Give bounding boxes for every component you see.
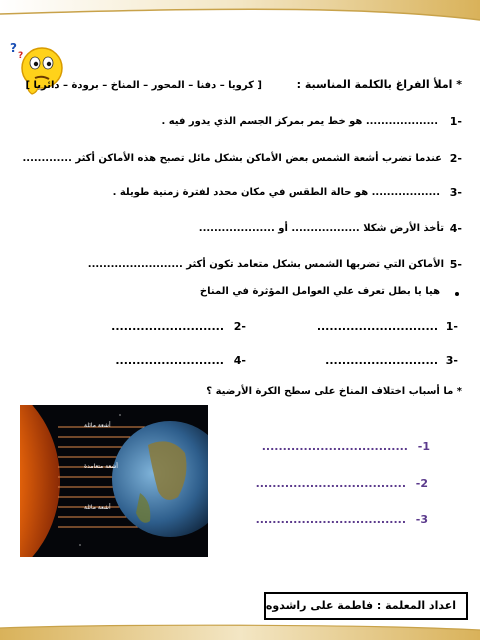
factor-1-number: 1- — [445, 320, 458, 333]
item-4-text: تأخذ الأرض شكلا .................. أو .................... — [198, 223, 444, 234]
item-3-number: 3- — [449, 186, 462, 199]
page-frame-top — [0, 0, 480, 30]
item-4-number: 4- — [449, 222, 462, 235]
svg-text:?: ? — [10, 41, 17, 55]
answer-3-number: -3 — [415, 513, 428, 526]
page-frame-bottom — [0, 622, 480, 640]
instruction-heading: * املأ الفراغ بالكلمة المناسبة : — [296, 78, 462, 91]
author-box — [264, 592, 468, 620]
question-text: * ما أسباب اختلاف المناخ على سطح الكرة الأرضية ؟ — [206, 386, 462, 397]
sun-earth-rays-image — [20, 405, 208, 557]
svg-text:?: ? — [18, 51, 24, 61]
answer-3-line: .................................... — [255, 513, 406, 526]
answer-1-number: -1 — [417, 440, 430, 453]
factor-4-line: .......................... — [115, 354, 224, 367]
answer-1-line: ................................... — [261, 440, 408, 453]
ray-label-middle: أشعة متعامدة — [84, 463, 118, 470]
item-5-number: 5- — [449, 258, 462, 271]
item-2-text: عندما تضرب أشعة الشمس بعض الأماكن بشكل مائل تصبح هذه الأماكن أكثر ............. — [22, 153, 442, 164]
answer-2-line: .................................... — [255, 477, 406, 490]
factor-2-number: 2- — [233, 320, 246, 333]
answer-2-number: -2 — [415, 477, 428, 490]
factor-2-line: ........................... — [111, 320, 224, 333]
item-1-number: 1- — [449, 115, 462, 128]
factor-3-number: 3- — [445, 354, 458, 367]
word-bank: [ كرويا – دفنا – المحور – المناخ – برودة – دائريا ] — [25, 80, 262, 91]
ray-label-top: أشعة مائلة — [84, 422, 111, 429]
item-2-number: 2- — [449, 152, 462, 165]
ray-label-bottom: أشعة مائلة — [84, 504, 111, 511]
factors-heading: هيا يا بطل تعرف علي العوامل المؤثرة في المناخ — [199, 286, 440, 297]
item-1-text: ................... هو خط يمر بمركز الجسم الذي يدور فيه . — [161, 116, 438, 127]
factor-4-number: 4- — [233, 354, 246, 367]
item-5-text: الأماكن التي تضربها الشمس بشكل متعامد تكون أكثر ......................... — [87, 259, 444, 270]
author-name: اعداد المعلمة : فاطمة على راشدوه — [265, 599, 456, 612]
item-3-text: .................. هو حالة الطقس في مكان محدد لفترة زمنية طويلة . — [112, 187, 440, 198]
bullet-icon — [455, 292, 459, 296]
factor-1-line: ............................. — [316, 320, 438, 333]
factor-3-line: ........................... — [325, 354, 438, 367]
